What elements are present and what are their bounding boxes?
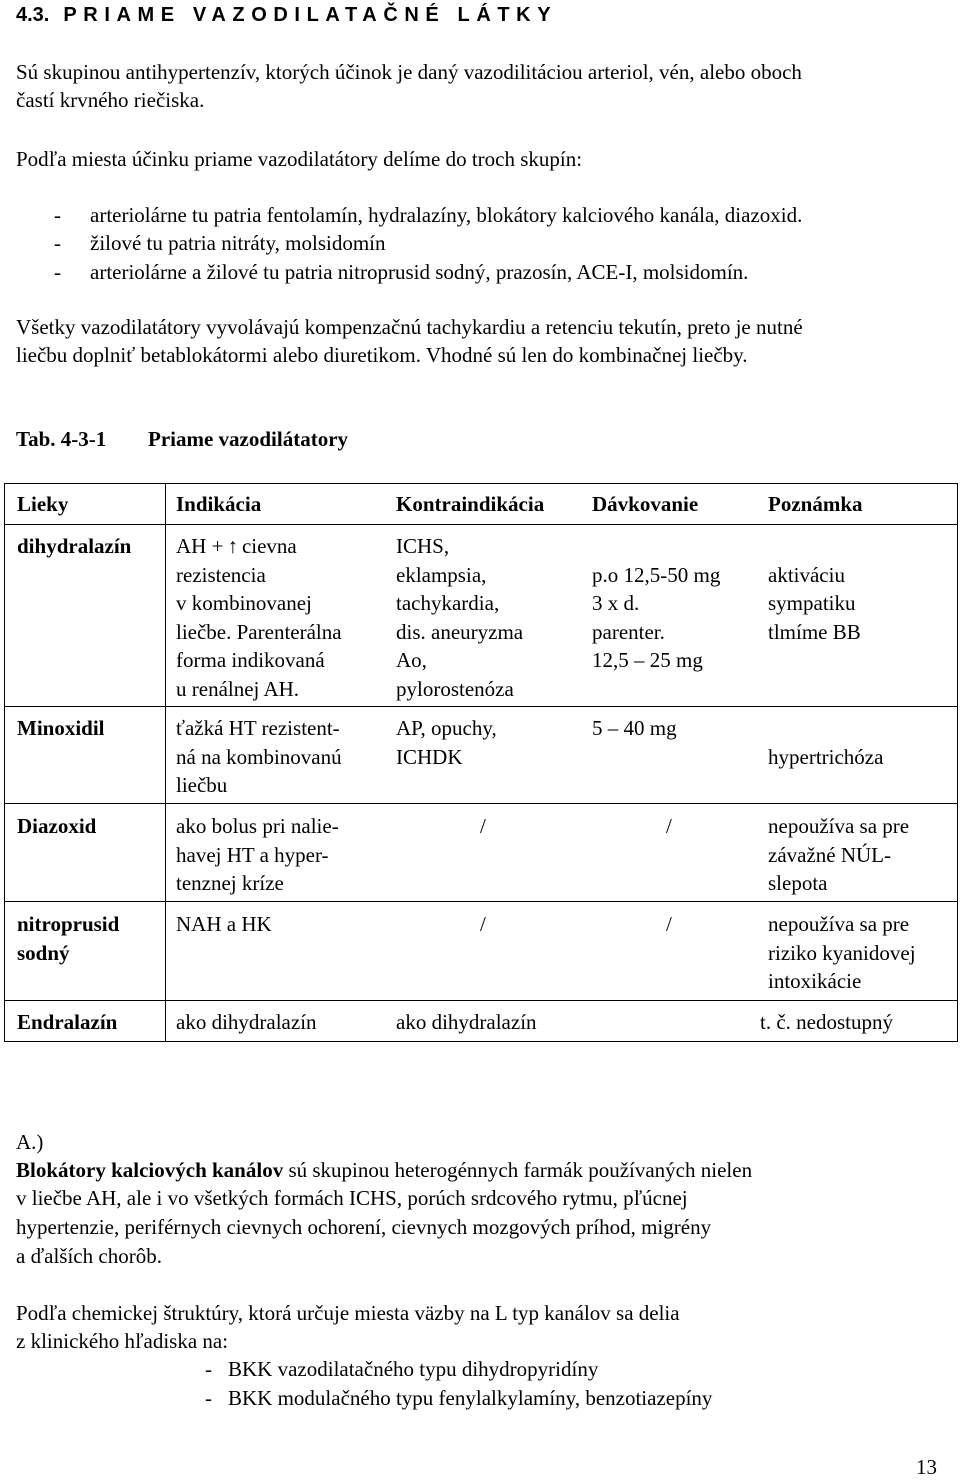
section-a-bold: Blokátory kalciových kanálov [16, 1158, 284, 1182]
row1-contra: Ao, [396, 648, 427, 672]
row1-indication-first [176, 532, 297, 561]
header-indication: Indikácia [176, 492, 262, 516]
note-line-2: liečbu doplniť betablokátormi alebo diuretikom. Vhodné sú len do kombinačnej liečby. [16, 343, 748, 367]
row1-note: tlmíme BB [768, 619, 861, 644]
classification-dash-1: - [205, 1357, 212, 1381]
row1-contra: eklampsia, [396, 562, 487, 587]
group-dash-2: - [54, 231, 61, 255]
row1-contra: ICHS, [396, 534, 450, 558]
row2-contra: AP, opuchy, [396, 716, 497, 740]
row2-note: hypertrichóza [768, 744, 884, 769]
section-a-line-1 [16, 1156, 752, 1184]
row5-drug: Endralazín [17, 1010, 118, 1034]
row1-contra: dis. aneuryzma [396, 619, 524, 644]
indication-suffix: cievna [241, 534, 297, 558]
row4-note: nepoužíva sa pre [768, 912, 910, 936]
group-item-3: arteriolárne a žilové tu patria nitroprusid sodný, prazosín, ACE-I, molsidomín. [90, 260, 749, 284]
groups-lead: Podľa miesta účinku priame vazodilatátory delíme do troch skupín: [16, 147, 583, 171]
row3-indication: ako bolus pri nalie- [176, 814, 339, 838]
row2-indication: liečbu [176, 773, 228, 797]
row1-dose: p.o 12,5-50 mg [592, 562, 721, 587]
row1-note: aktiváciu [768, 562, 845, 587]
row1-contra: pylorostenóza [396, 676, 514, 701]
row5-indication: ako dihydralazín [176, 1010, 317, 1034]
group-item-1: arteriolárne tu patria fentolamín, hydralazíny, blokátory kalciového kanála, diazoxid. [90, 203, 803, 227]
row3-indication: havej HT a hyper- [176, 842, 329, 867]
classification-dash-2: - [205, 1386, 212, 1410]
row2-indication: ná na kombinovanú [176, 744, 342, 769]
group-item-2: žilové tu patria nitráty, molsidomín [90, 231, 386, 255]
row1-dose: 12,5 – 25 mg [592, 648, 703, 672]
row4-drug: sodný [17, 940, 70, 965]
row4-note: intoxikácie [768, 969, 862, 993]
group-dash-3: - [54, 260, 61, 284]
col-divider [165, 484, 166, 1041]
vasodilators-table [4, 483, 958, 1042]
row1-indication: rezistencia [176, 562, 266, 587]
row-divider [5, 901, 957, 902]
row5-contra: ako dihydralazín [396, 1010, 537, 1034]
row2-contra: ICHDK [396, 744, 463, 769]
section-a-line-2: v liečbe AH, ale i vo všetkých formách ICHS, porúch srdcového rytmu, pľúcnej [16, 1186, 688, 1210]
table-caption-title: Priame vazodilátatory [148, 427, 349, 451]
header-contraindication: Kontraindikácia [396, 492, 545, 516]
row3-note: nepoužíva sa pre [768, 814, 910, 838]
row3-indication: tenznej kríze [176, 871, 284, 895]
row1-indication: forma indikovaná [176, 648, 325, 672]
row1-indication: liečbe. Parenterálna [176, 619, 342, 644]
row1-drug: dihydralazín [17, 534, 132, 558]
row3-note: slepota [768, 871, 828, 895]
row-divider [5, 706, 957, 707]
row2-dose: 5 – 40 mg [592, 716, 677, 740]
intro-line-2: častí krvného riečiska. [16, 88, 205, 112]
row2-indication: ťažká HT rezistent- [176, 716, 340, 740]
note-line-1: Všetky vazodilatátory vyvolávajú kompenzačnú tachykardiu a retenciu tekutín, preto je nutné [16, 315, 803, 339]
row1-contra: tachykardia, [396, 591, 500, 615]
section-a-line-3: hypertenzie, periférnych cievnych ochorení, cievnych mozgových príhod, migrény [16, 1215, 712, 1239]
classification-item-2: BKK modulačného typu fenylalkylamíny, benzotiazepíny [228, 1386, 713, 1410]
group-dash-1: - [54, 203, 61, 227]
classification-line-1: Podľa chemickej štruktúry, ktorá určuje miesta väzby na L typ kanálov sa delia [16, 1301, 680, 1325]
intro-line-1: Sú skupinou antihypertenzív, ktorých účinok je daný vazodilitáciou arteriol, vén, alebo oboch [16, 60, 802, 84]
header-dosage: Dávkovanie [592, 492, 699, 516]
row-divider [5, 803, 957, 804]
arrow-up-icon: ↑ [227, 534, 238, 558]
row1-indication: v kombinovanej [176, 591, 312, 615]
row4-note: riziko kyanidovej [768, 940, 916, 965]
row4-indication: NAH a HK [176, 912, 272, 936]
section-a-rest: sú skupinou heterogénnych farmák používaných nielen [283, 1158, 753, 1182]
row-divider [5, 524, 957, 525]
header-note: Poznámka [768, 492, 863, 516]
row1-note: sympatiku [768, 591, 856, 615]
row4-dose: / [666, 912, 672, 936]
page-number: 13 [916, 1455, 937, 1479]
row3-dose: / [666, 814, 672, 838]
row3-contra: / [480, 814, 486, 838]
row1-indication: u renálnej AH. [176, 676, 300, 701]
row1-dose: parenter. [592, 619, 665, 644]
section-a-line-4: a ďalších chorôb. [16, 1244, 162, 1268]
indication-prefix: AH + [176, 534, 224, 558]
row3-drug: Diazoxid [17, 814, 97, 838]
table-caption-label: Tab. 4-3-1 [16, 427, 107, 451]
section-title: PRIAME VAZODILATAČNÉ LÁTKY [63, 4, 558, 26]
section-number: 4.3. [16, 4, 50, 26]
row3-note: závažné NÚL- [768, 842, 892, 867]
section-a-label: A.) [16, 1130, 44, 1154]
classification-line-2: z klinického hľadiska na: [16, 1329, 229, 1353]
row4-drug: nitroprusid [17, 912, 120, 936]
section-heading [16, 4, 557, 27]
row5-note: t. č. nedostupný [760, 1010, 893, 1034]
classification-item-1: BKK vazodilatačného typu dihydropyridíny [228, 1357, 599, 1381]
row4-contra: / [480, 912, 486, 936]
row-divider [5, 1000, 957, 1001]
row2-drug: Minoxidil [17, 716, 105, 740]
header-drug: Lieky [17, 492, 69, 516]
row1-dose: 3 x d. [592, 591, 640, 615]
